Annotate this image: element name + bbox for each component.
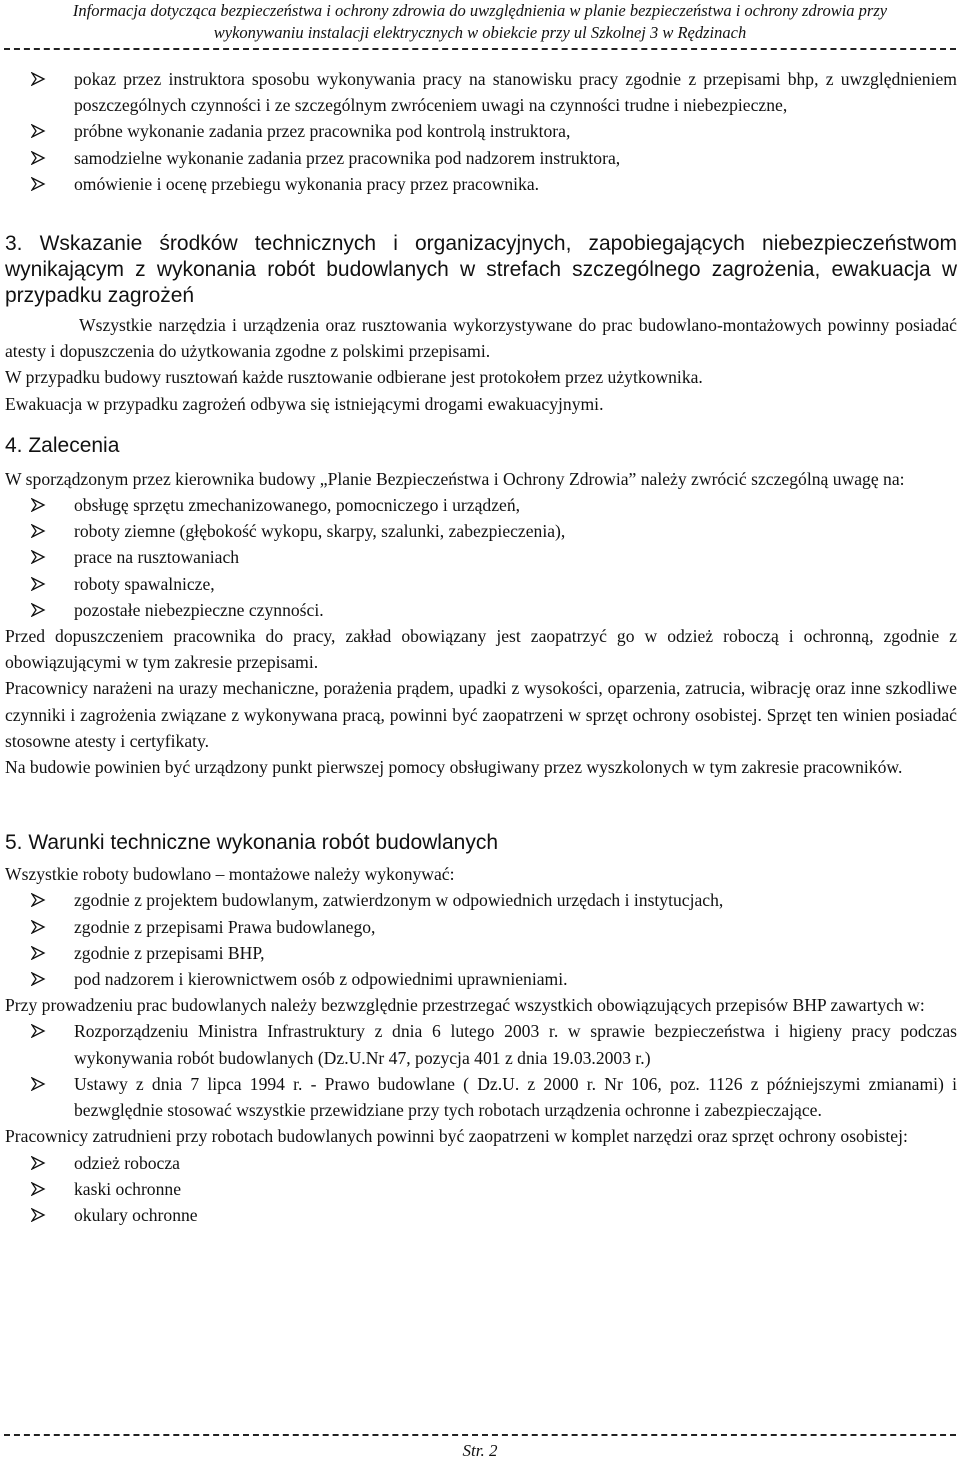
list-item xyxy=(5,1018,957,1070)
section-5-paragraph-1: Przy prowadzeniu prac budowlanych należy bezwzględnie przestrzegać wszystkich obowiązujących przepisów BHP zawartych w: xyxy=(5,995,925,1016)
list-item-text: samodzielne wykonanie zadania przez pracownika pod nadzorem instruktora, xyxy=(74,147,621,168)
arrow-bullet-icon xyxy=(31,1077,46,1091)
section-5-heading: 5. Warunki techniczne wykonania robót budowlanych xyxy=(5,831,498,855)
list-item xyxy=(5,1150,957,1176)
list-item-text: prace na rusztowaniach xyxy=(74,547,240,568)
arrow-bullet-icon xyxy=(31,893,46,907)
page-number: Str. 2 xyxy=(462,1441,498,1460)
arrow-bullet-icon xyxy=(31,177,46,191)
arrow-bullet-icon xyxy=(31,550,46,564)
list-item-text: Rozporządzeniu Ministra Infrastruktury z dnia 6 lutego 2003 r. w sprawie bezpieczeństwa i higieny pracy podczas wykonywania robót budowlanych (Dz.U.Nr 47, pozycja 401 z dnia 19.03.2003 r.) xyxy=(74,1021,957,1068)
list-item-text: pozostałe niebezpieczne czynności. xyxy=(74,599,324,620)
arrow-bullet-icon xyxy=(31,124,46,138)
list-item-text: omówienie i ocenę przebiegu wykonania pracy przez pracownika. xyxy=(74,173,540,194)
intro-list xyxy=(5,66,957,197)
arrow-bullet-icon xyxy=(31,603,46,617)
list-item xyxy=(5,492,957,518)
list-item-text: odzież robocza xyxy=(74,1152,180,1173)
arrow-bullet-icon xyxy=(31,1182,46,1196)
list-item-text: zgodnie z przepisami BHP, xyxy=(74,942,265,963)
list-item-text: kaski ochronne xyxy=(74,1178,181,1199)
list-item xyxy=(5,544,957,570)
arrow-bullet-icon xyxy=(31,72,46,86)
section-5-list-2 xyxy=(5,1018,957,1123)
list-item xyxy=(5,1202,957,1228)
list-item-text: zgodnie z przepisami Prawa budowlanego, xyxy=(74,916,376,937)
arrow-bullet-icon xyxy=(31,1024,46,1038)
arrow-bullet-icon xyxy=(31,524,46,538)
section-4-heading: 4. Zalecenia xyxy=(5,433,120,457)
arrow-bullet-icon xyxy=(31,946,46,960)
section-3-paragraph-3: Ewakuacja w przypadku zagrożeń odbywa się istniejącymi drogami ewakuacyjnymi. xyxy=(5,393,604,414)
list-item-text: roboty spawalnicze, xyxy=(74,573,215,594)
list-item xyxy=(5,1071,957,1123)
header-line-1: Informacja dotycząca bezpieczeństwa i ochrony zdrowia do uwzględnienia w planie bezpieczeństwa i ochrony zdrowia przy xyxy=(72,1,888,20)
arrow-bullet-icon xyxy=(31,577,46,591)
section-4-intro: W sporządzonym przez kierownika budowy „Planie Bezpieczeństwa i Ochrony Zdrowia” należy zwrócić szczególną uwagę na: xyxy=(5,468,905,489)
list-item xyxy=(5,66,957,118)
section-4-paragraph-2: Pracownicy narażeni na urazy mechaniczne, porażenia prądem, upadki z wysokości, oparzenia, zatrucia, wibrację oraz inne szkodliwe czynniki i zagrożenia związane z wykonywana pracą, powinni być zaopatrzeni w sprzęt ochrony osobistej. Sprzęt ten winien posiadać stosowne atesty i certyfikaty. xyxy=(5,678,957,751)
section-4-list xyxy=(5,492,957,623)
list-item-text: pod nadzorem i kierownictwem osób z odpowiednimi uprawnieniami. xyxy=(74,969,568,990)
list-item-text: próbne wykonanie zadania przez pracownika pod kontrolą instruktora, xyxy=(74,121,571,142)
section-5-list-3 xyxy=(5,1150,957,1229)
list-item xyxy=(5,940,957,966)
list-item xyxy=(5,518,957,544)
list-item xyxy=(5,171,957,197)
list-item xyxy=(5,887,957,913)
section-3-paragraph-2: W przypadku budowy rusztowań każde rusztowanie odbierane jest protokołem przez użytkownika. xyxy=(5,367,703,388)
arrow-bullet-icon xyxy=(31,151,46,165)
list-item xyxy=(5,1176,957,1202)
list-item xyxy=(5,145,957,171)
section-4-paragraph-1: Przed dopuszczeniem pracownika do pracy, zakład obowiązany jest zaopatrzyć go w odzież roboczą i ochronną, zgodnie z obowiązującymi w tym zakresie przepisami. xyxy=(5,626,957,673)
section-3-heading: 3. Wskazanie środków technicznych i organizacyjnych, zapobiegających niebezpieczeństwom wynikającym z wykonania robót budowlanych w strefach szczególnego zagrożenia, ewakuacja w przypadku zagrożeń xyxy=(5,232,957,308)
list-item xyxy=(5,571,957,597)
header-divider xyxy=(4,48,956,50)
list-item-text: okulary ochronne xyxy=(74,1204,198,1225)
list-item xyxy=(5,966,957,992)
section-3-paragraph-1: Wszystkie narzędzia i urządzenia oraz rusztowania wykorzystywane do prac budowlano-montażowych powinny posiadać atesty i dopuszczenia do użytkowania zgodne z polskimi przepisami. xyxy=(5,315,957,362)
section-4-paragraph-3: Na budowie powinien być urządzony punkt pierwszej pomocy obsługiwany przez wyszkolonych w tym zakresie pracowników. xyxy=(5,757,903,778)
list-item-text: pokaz przez instruktora sposobu wykonywania pracy na stanowisku pracy zgodnie z przepisami bhp, z uwzględnieniem poszczególnych czynności i ze szczególnym zwróceniem uwagi na czynności trudne i niebezpieczne, xyxy=(74,69,957,116)
list-item-text: zgodnie z projektem budowlanym, zatwierdzonym w odpowiednich urzędach i instytucjach, xyxy=(74,890,724,911)
list-item xyxy=(5,597,957,623)
list-item-text: roboty ziemne (głębokość wykopu, skarpy, szalunki, zabezpieczenia), xyxy=(74,521,566,542)
arrow-bullet-icon xyxy=(31,498,46,512)
arrow-bullet-icon xyxy=(31,972,46,986)
arrow-bullet-icon xyxy=(31,920,46,934)
section-5-list-1 xyxy=(5,887,957,992)
header-line-2: wykonywaniu instalacji elektrycznych w obiekcie przy ul Szkolnej 3 w Rędzinach xyxy=(213,23,747,42)
section-5-intro: Wszystkie roboty budowlano – montażowe należy wykonywać: xyxy=(5,864,455,885)
page-content xyxy=(5,66,957,1228)
footer-divider xyxy=(4,1434,956,1436)
list-item xyxy=(5,914,957,940)
page-header xyxy=(0,0,960,44)
arrow-bullet-icon xyxy=(31,1208,46,1222)
section-5-paragraph-2: Pracownicy zatrudnieni przy robotach budowlanych powinni być zaopatrzeni w komplet narzędzi oraz sprzęt ochrony osobistej: xyxy=(5,1126,908,1147)
arrow-bullet-icon xyxy=(31,1156,46,1170)
list-item-text: obsługę sprzętu zmechanizowanego, pomocniczego i urządzeń, xyxy=(74,495,521,516)
list-item xyxy=(5,118,957,144)
list-item-text: Ustawy z dnia 7 lipca 1994 r. - Prawo budowlane ( Dz.U. z 2000 r. Nr 106, poz. 1126 z późniejszymi zmianami) i bezwględnie stosować wszystkie przewidziane przy tych robotach urządzenia ochronne i zabezpieczające. xyxy=(74,1073,957,1121)
